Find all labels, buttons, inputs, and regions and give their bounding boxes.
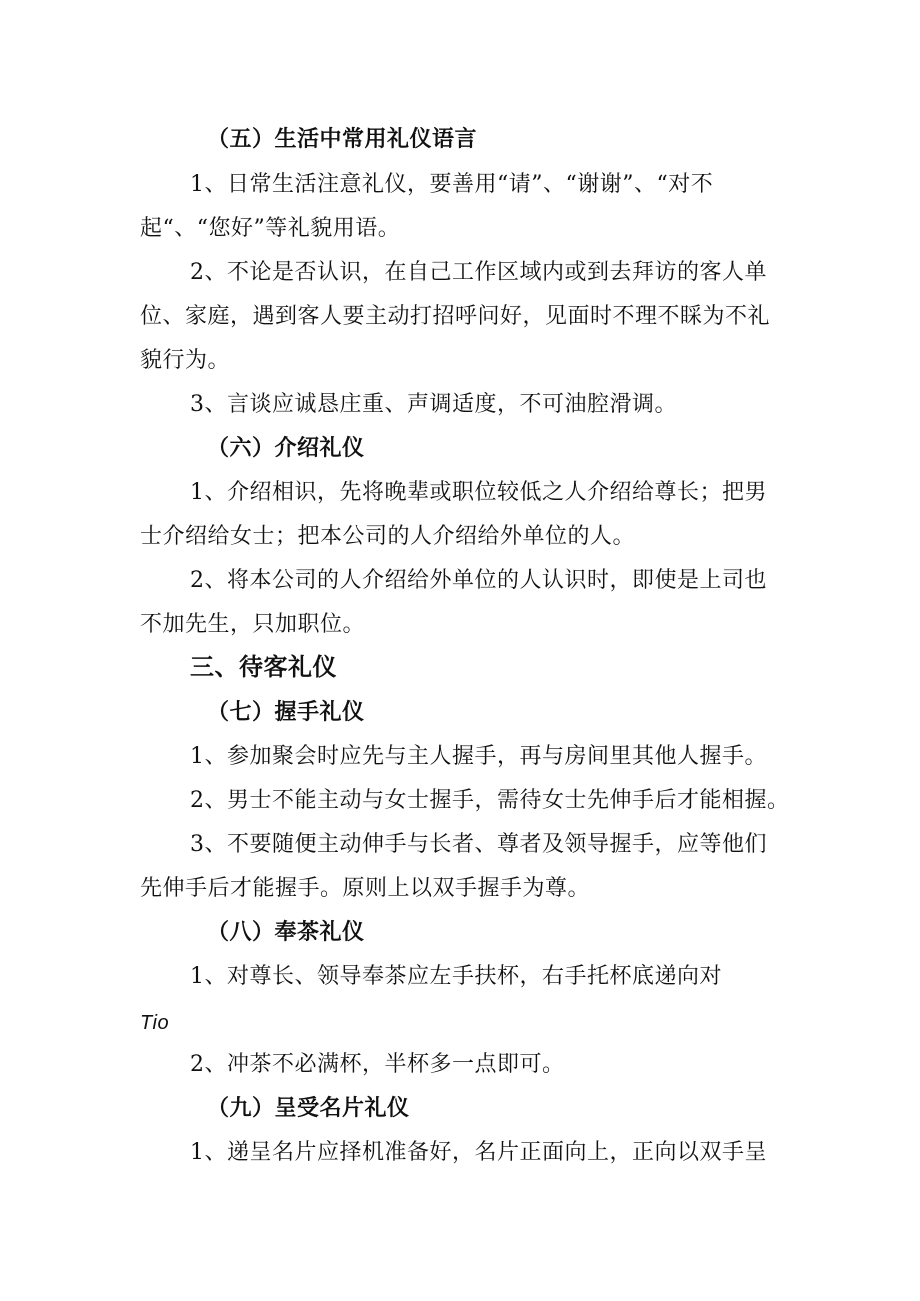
paragraph-line: 2、男士不能主动与女士握手，需待女士先伸手后才能相握。 (190, 788, 790, 813)
paragraph-line: 2、冲茶不必满杯，半杯多一点即可。 (190, 1052, 565, 1077)
ocr-fragment-text: Tio (140, 1012, 170, 1034)
paragraph-line: 3、不要随便主动伸手与长者、尊者及领导握手，应等他们 (190, 832, 767, 857)
section-heading-9: （九）呈受名片礼仪 (207, 1096, 410, 1121)
paragraph-line: 先伸手后才能握手。原则上以双手握手为尊。 (140, 876, 591, 901)
paragraph-line: 1、日常生活注意礼仪，要善用“请”、“谢谢”、“对不 (190, 172, 714, 197)
section-heading-6: （六）介绍礼仪 (207, 436, 365, 461)
paragraph-line: 起“、“您好”等礼貌用语。 (140, 216, 401, 241)
paragraph-line: 1、参加聚会时应先与主人握手，再与房间里其他人握手。 (190, 744, 767, 769)
paragraph-line: 1、介绍相识，先将晚辈或职位较低之人介绍给尊长；把男 (190, 480, 767, 505)
paragraph-line: 3、言谈应诚恳庄重、声调适度，不可油腔滑调。 (190, 392, 677, 417)
section-heading-5: （五）生活中常用礼仪语言 (207, 127, 478, 152)
paragraph-line: 1、对尊长、领导奉茶应左手扶杯，右手托杯底递向对 (190, 964, 722, 989)
chapter-heading-3: 三、待客礼仪 (190, 653, 337, 681)
section-heading-7: （七）握手礼仪 (207, 700, 365, 725)
paragraph-line: 2、将本公司的人介绍给外单位的人认识时，即使是上司也 (190, 568, 767, 593)
section-heading-8: （八）奉茶礼仪 (207, 920, 365, 945)
paragraph-line: 士介绍给女士；把本公司的人介绍给外单位的人。 (140, 524, 636, 549)
paragraph-line: 2、不论是否认识，在自己工作区域内或到去拜访的客人单 (190, 260, 767, 285)
paragraph-line: 位、家庭，遇到客人要主动打招呼问好，见面时不理不睬为不礼 (140, 304, 771, 329)
paragraph-line: 1、递呈名片应择机准备好，名片正面向上，正向以双手呈 (190, 1140, 767, 1165)
paragraph-line: 不加先生，只加职位。 (140, 612, 366, 637)
paragraph-line: 貌行为。 (140, 348, 231, 373)
